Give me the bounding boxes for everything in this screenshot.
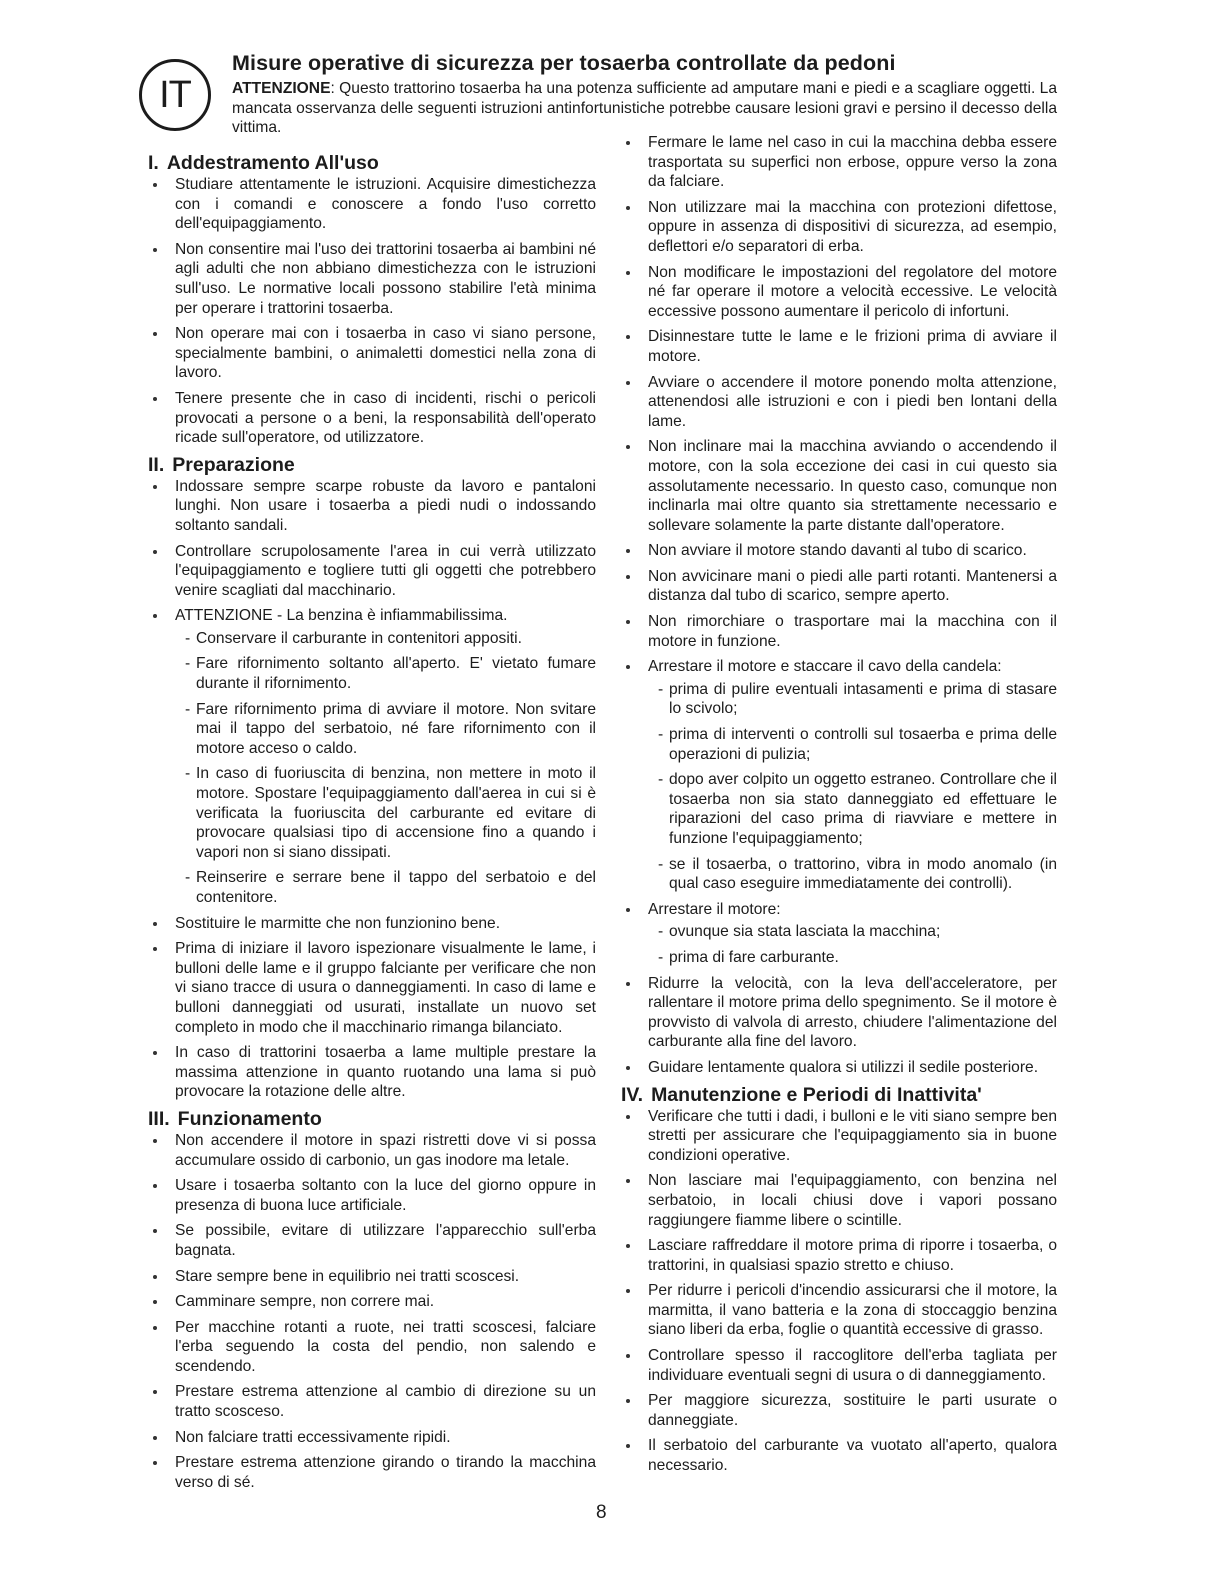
list-item-text: Non consentire mai l'uso dei trattorini tosaerba ai bambini né agli adulti che non abbiano dimestichezza con le istruzioni sull'uso. Le normative locali possono stabilire l'età minima per operare i trattorini tosaerba. — [175, 240, 596, 317]
list-item — [148, 1382, 596, 1421]
bullet-icon — [626, 1244, 630, 1248]
list-item-text: Indossare sempre scarpe robuste da lavoro e pantaloni lunghi. Non usare i tosaerba a piedi nudi o indossando soltanto sandali. — [175, 477, 596, 534]
list-item-text: Prestare estrema attenzione al cambio di direzione su un tratto scosceso. — [175, 1383, 596, 1421]
page-title: Misure operative di sicurezza per tosaerba controllate da pedoni — [232, 51, 896, 75]
bullet-icon — [153, 397, 157, 401]
bullet-icon — [626, 1444, 630, 1448]
bullet-icon — [626, 1399, 630, 1403]
list-item-text: Il serbatoio del carburante va vuotato all'aperto, qualora necessario. — [648, 1437, 1057, 1475]
section-number: III. — [148, 1107, 170, 1130]
list-item-text: Non rimorchiare o trasportare mai la macchina con il motore in funzione. — [648, 613, 1057, 650]
section-1 — [148, 152, 596, 448]
list-item — [148, 939, 596, 1037]
list-item-text: Non modificare le impostazioni del regolatore del motore né far operare il motore a velocità eccessive. Le velocità eccessive possono aumentare il pericolo di infortuni. — [648, 263, 1057, 320]
list-item — [621, 373, 1057, 432]
sub-list-item: - Fare rifornimento prima di avviare il motore. Non svitare mai il tappo del serbatoio, né fare rifornimento con il motore acceso o caldo. — [175, 700, 596, 759]
list-item-text: Stare sempre bene in equilibrio nei tratti scoscesi. — [175, 1267, 520, 1285]
list-item-text: Ridurre la velocità, con la leva dell'acceleratore, per rallentare il motore prima dello spegnimento. Se il motore è provvisto di valvola di arresto, chiudere l'alimentazione del carburante alla fine del lavoro. — [648, 974, 1057, 1051]
list-item-text: Se possibile, evitare di utilizzare l'apparecchio sull'erba bagnata. — [175, 1222, 596, 1259]
sub-list-item: - prima di fare carburante. — [648, 948, 1057, 968]
list-item-text: Studiare attentamente le istruzioni. Acquisire dimestichezza con i comandi e conoscere a fondo l'uso corretto dell'equipaggiamento. — [175, 176, 596, 233]
section-number: II. — [148, 453, 165, 476]
page-number: 8 — [596, 1502, 607, 1523]
section-number: IV. — [621, 1083, 644, 1106]
warning-intro — [232, 79, 1057, 138]
list-item — [148, 1176, 596, 1215]
list-item — [148, 606, 596, 907]
list-item-text: Usare i tosaerba soltanto con la luce del giorno oppure in presenza di buona luce artificiale. — [175, 1177, 596, 1214]
list-item-text: Non accendere il motore in spazi ristretti dove vi si possa accumulare ossido di carbonio, un gas inodore ma letale. — [175, 1131, 596, 1169]
section-title — [148, 1108, 596, 1130]
bullet-icon — [153, 183, 157, 187]
bullet-icon — [626, 381, 630, 385]
sub-list — [648, 922, 1057, 967]
bullet-icon — [626, 620, 630, 624]
list-item-text: Non falciare tratti eccessivamente ripidi. — [175, 1428, 451, 1446]
list-item — [148, 389, 596, 448]
bullet-icon — [626, 1354, 630, 1358]
bullet-icon — [626, 1115, 630, 1119]
bullet-icon — [153, 1390, 157, 1394]
list-item — [621, 657, 1057, 894]
list-item — [148, 1043, 596, 1102]
list-item — [621, 1058, 1057, 1078]
list-item-text: Disinnestare tutte le lame e le frizioni prima di avviare il motore. — [648, 328, 1057, 365]
list-item — [621, 263, 1057, 322]
list-item — [621, 1436, 1057, 1475]
bullet-list — [148, 175, 596, 448]
bullet-icon — [626, 141, 630, 145]
list-item — [148, 1221, 596, 1260]
bullet-icon — [626, 445, 630, 449]
list-item — [621, 612, 1057, 651]
list-item-text: Arrestare il motore e staccare il cavo della candela: — [648, 658, 1002, 676]
section-title-text: Manutenzione e Periodi di Inattivita' — [651, 1083, 982, 1106]
list-item-text: Non avvicinare mani o piedi alle parti rotanti. Mantenersi a distanza dal tubo di scarico, sempre aperto. — [648, 567, 1057, 605]
sub-list-item: - ovunque sia stata lasciata la macchina; — [648, 922, 1057, 942]
section-3 — [148, 1108, 596, 1493]
list-item-text: Arrestare il motore: — [648, 900, 781, 918]
bullet-icon — [626, 1289, 630, 1293]
sub-list — [648, 680, 1057, 894]
bullet-icon — [626, 665, 630, 669]
list-item-text: Per maggiore sicurezza, sostituire le parti usurate o danneggiate. — [648, 1392, 1057, 1429]
list-item — [621, 541, 1057, 561]
list-item — [621, 1281, 1057, 1340]
warning-text: : Questo trattorino tosaerba ha una potenza sufficiente ad amputare mani e piedi e a scagliare oggetti. La mancata osservanza delle seguenti istruzioni antinfortunistiche potrebbe causare lesioni gravi e persino il decesso della vittima. — [232, 80, 1057, 137]
language-badge: IT — [139, 59, 211, 131]
sub-list-item: - se il tosaerba, o trattorino, vibra in modo anomalo (in qual caso eseguire immediatamente dei controlli). — [648, 855, 1057, 894]
section-2 — [148, 454, 596, 1102]
bullet-icon — [626, 206, 630, 210]
bullet-icon — [153, 485, 157, 489]
sub-list-item: - Conservare il carburante in contenitori appositi. — [175, 629, 596, 649]
bullet-icon — [153, 1139, 157, 1143]
bullet-icon — [153, 1436, 157, 1440]
list-item-text: Per ridurre i pericoli d'incendio assicurarsi che il motore, la marmitta, il vano batteria e la zona di stoccaggio benzina siano liberi da erba, foglie o quantità eccessive di grasso. — [648, 1282, 1057, 1339]
sub-list-item: - Fare rifornimento soltanto all'aperto. E' vietato fumare durante il rifornimento. — [175, 654, 596, 693]
bullet-icon — [153, 1184, 157, 1188]
list-item-text: In caso di trattorini tosaerba a lame multiple prestare la massima attenzione in quanto ruotando una lama si può provocare la rotazione delle altre. — [175, 1044, 596, 1101]
bullet-icon — [626, 982, 630, 986]
bullet-icon — [626, 335, 630, 339]
section-number: I. — [148, 152, 159, 174]
list-item-text: Avviare o accendere il motore ponendo molta attenzione, attenendosi alle istruzioni e con i piedi ben lontani della lame. — [648, 373, 1057, 430]
list-item — [621, 1236, 1057, 1275]
list-item-text: Non inclinare mai la macchina avviando o accendendo il motore, con la sola eccezione dei casi in cui questo sia assolutamente necessario. In questo caso, comunque non inclinarla mai oltre quanto sia strettamente necessario e sollevare solamente la parte distante dall'operatore. — [648, 438, 1057, 534]
bullet-icon — [153, 614, 157, 618]
list-item-text: Guidare lentamente qualora si utilizzi il sedile posteriore. — [648, 1058, 1039, 1076]
list-item-text: Controllare spesso il raccoglitore dell'erba tagliata per individuare eventuali segni di usura o di danneggiamento. — [648, 1347, 1057, 1384]
bullet-icon — [626, 1179, 630, 1183]
bullet-icon — [153, 1300, 157, 1304]
list-item — [621, 1391, 1057, 1430]
list-item — [621, 437, 1057, 535]
sub-list-item: - prima di pulire eventuali intasamenti e prima di stasare lo scivolo; — [648, 680, 1057, 719]
list-item — [148, 175, 596, 234]
list-item-text: ATTENZIONE - La benzina è infiammabilissima. — [175, 607, 508, 625]
bullet-icon — [153, 922, 157, 926]
bullet-icon — [626, 908, 630, 912]
left-column — [148, 152, 596, 1498]
list-item-text: Tenere presente che in caso di incidenti, rischi o pericoli provocati a persone o a beni, la responsabilità dell'operato ricade sull'operatore, od utilizzatore. — [175, 389, 596, 447]
list-item-text: Prima di iniziare il lavoro ispezionare visualmente le lame, i bulloni delle lame e il gruppo falciante per verificare che non vi siano tracce di usura o danneggiamenti. In caso di lame e bulloni danneggiati od usurati, installate un nuovo set completo in modo che il macchinario rimanga bilanciato. — [175, 940, 596, 1036]
bullet-icon — [153, 248, 157, 252]
list-item-text: Sostituire le marmitte che non funzionino bene. — [175, 914, 501, 932]
bullet-icon — [153, 1461, 157, 1465]
right-column — [621, 133, 1057, 1482]
list-item-text: Verificare che tutti i dadi, i bulloni e le viti siano sempre ben stretti per assicurare che l'equipaggiamento sia in buone condizioni operative. — [648, 1107, 1057, 1164]
sub-list — [175, 629, 596, 908]
bullet-list — [148, 477, 596, 1102]
list-item-text: Camminare sempre, non correre mai. — [175, 1293, 435, 1311]
section-title-text: Funzionamento — [177, 1107, 322, 1130]
bullet-icon — [153, 1051, 157, 1055]
list-item — [621, 1107, 1057, 1166]
list-item — [621, 567, 1057, 606]
bullet-icon — [626, 549, 630, 553]
list-item — [621, 900, 1057, 968]
bullet-icon — [153, 550, 157, 554]
bullet-icon — [153, 947, 157, 951]
list-item — [148, 1292, 596, 1312]
list-item-text: Non utilizzare mai la macchina con protezioni difettose, oppure in assenza di dispositivi di sicurezza, ad esempio, deflettori e/o separatori di erba. — [648, 198, 1057, 255]
warning-lead: ATTENZIONE — [232, 80, 331, 97]
list-item — [621, 133, 1057, 192]
bullet-icon — [153, 332, 157, 336]
list-item — [148, 1267, 596, 1287]
list-item — [621, 327, 1057, 366]
section-3-continued — [621, 133, 1057, 1078]
list-item — [621, 1346, 1057, 1385]
list-item — [148, 914, 596, 934]
bullet-list — [148, 1131, 596, 1493]
list-item-text: Non avviare il motore stando davanti al tubo di scarico. — [648, 542, 1027, 560]
list-item — [621, 198, 1057, 257]
section-title-text: Addestramento All'uso — [166, 152, 379, 174]
list-item — [148, 1131, 596, 1170]
section-title — [148, 454, 596, 476]
list-item — [621, 974, 1057, 1052]
list-item — [148, 477, 596, 536]
bullet-icon — [153, 1229, 157, 1233]
sub-list-item: - In caso di fuoriuscita di benzina, non mettere in moto il motore. Spostare l'equipaggiamento dall'aerea in cui si è verificata la fuoriuscita del carburante ed evitare di provocare qualsiasi tipo di accensione fino a quando i vapori non si siano dissipati. — [175, 764, 596, 862]
sub-list-item: - dopo aver colpito un oggetto estraneo. Controllare che il tosaerba non sia stato danneggiato ed effettuare le riparazioni del caso prima di riavviare e mettere in funzione l'equipaggiamento; — [648, 770, 1057, 848]
list-item-text: Non lasciare mai l'equipaggiamento, con benzina nel serbatoio, in locali chiusi dove i vapori possano raggiungere fiamme libere o scintille. — [648, 1172, 1057, 1229]
bullet-icon — [626, 575, 630, 579]
list-item — [148, 1318, 596, 1377]
list-item-text: Prestare estrema attenzione girando o tirando la macchina verso di sé. — [175, 1454, 596, 1491]
list-item-text: Per macchine rotanti a ruote, nei tratti scoscesi, falciare l'erba seguendo la costa del pendio, non salendo e scendendo. — [175, 1318, 596, 1375]
bullet-list — [621, 1107, 1057, 1476]
bullet-icon — [153, 1326, 157, 1330]
section-title-text: Preparazione — [172, 453, 295, 476]
list-item — [148, 1428, 596, 1448]
list-item-text: Fermare le lame nel caso in cui la macchina debba essere trasportata su superfici non erbose, oppure verso la zona da falciare. — [648, 134, 1057, 191]
list-item-text: Lasciare raffreddare il motore prima di riporre i tosaerba, o trattorini, in qualsiasi spazio stretto e chiuso. — [648, 1237, 1057, 1274]
section-title — [148, 152, 596, 174]
list-item — [148, 324, 596, 383]
bullet-list — [621, 133, 1057, 1078]
section-title — [621, 1084, 1057, 1106]
list-item — [148, 1453, 596, 1492]
list-item — [621, 1171, 1057, 1230]
section-4 — [621, 1084, 1057, 1476]
sub-list-item: - prima di interventi o controlli sul tosaerba e prima delle operazioni di pulizia; — [648, 725, 1057, 764]
bullet-icon — [626, 271, 630, 275]
list-item-text: Controllare scrupolosamente l'area in cui verrà utilizzato l'equipaggiamento e togliere tutti gli oggetti che potrebbero venire scagliati dal macchinario. — [175, 542, 596, 599]
list-item — [148, 542, 596, 601]
sub-list-item: - Reinserire e serrare bene il tappo del serbatoio e del contenitore. — [175, 868, 596, 907]
bullet-icon — [626, 1066, 630, 1070]
list-item — [148, 240, 596, 318]
bullet-icon — [153, 1275, 157, 1279]
list-item-text: Non operare mai con i tosaerba in caso vi siano persone, specialmente bambini, o animaletti domestici nella zona di lavoro. — [175, 325, 596, 382]
